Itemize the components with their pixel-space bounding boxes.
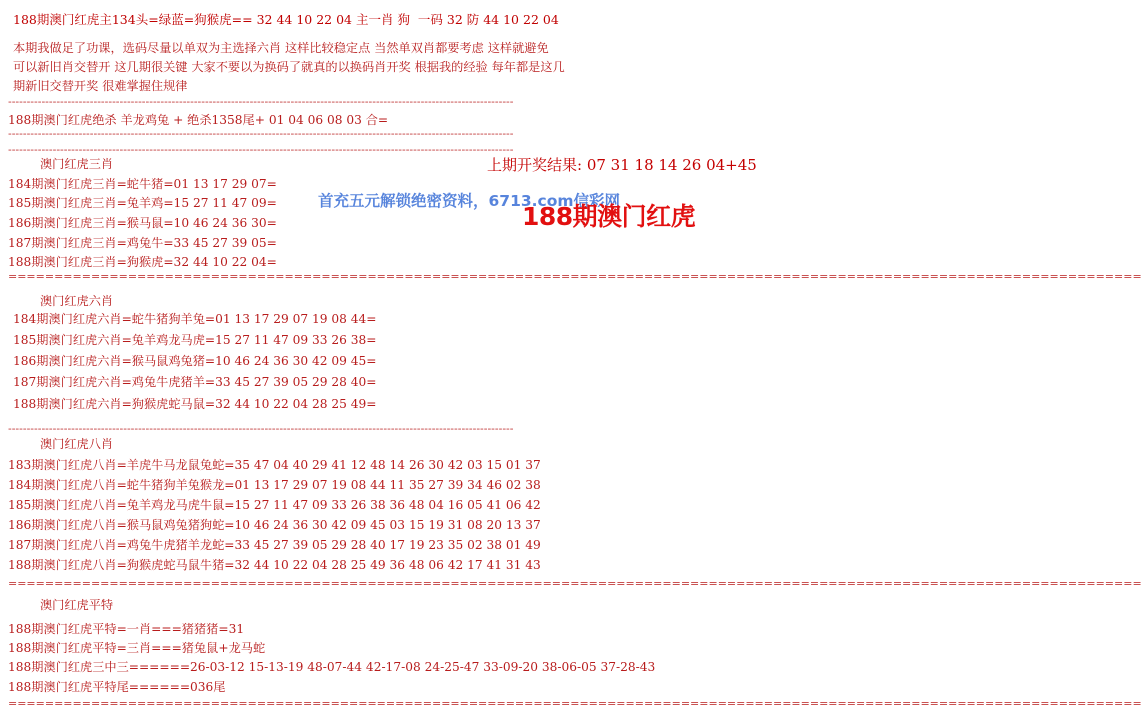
section-title-eight: 澳门红虎八肖	[40, 437, 114, 451]
list-item: 187期澳门红虎八肖=鸡兔牛虎猪羊龙蛇=33 45 27 39 05 29 28 40 17 19 23 35 02 38 01 49	[8, 538, 541, 552]
kill-line: 188期澳门红虎绝杀 羊龙鸡兔 + 绝杀1358尾+ 01 04 06 08 03 合=	[8, 113, 389, 127]
list-item: 188期澳门红虎平特=一肖===猪猪猪=31	[8, 622, 245, 636]
watermark-text: 首充五元解锁绝密资料，6713.com信彩网	[318, 192, 621, 210]
list-item: 184期澳门红虎三肖=蛇牛猪=01 13 17 29 07=	[8, 177, 277, 191]
list-item: 188期澳门红虎三中三======26-03-12 15-13-19 48-07-44 42-17-08 24-25-47 33-09-20 38-06-05 37-28-43	[8, 660, 656, 674]
list-item: 188期澳门红虎平特=三肖===猪兔鼠+龙马蛇	[8, 641, 266, 655]
last-result: 上期开奖结果: 07 31 18 14 26 04+45	[487, 156, 757, 174]
intro-paragraph-line-3: 期新旧交替开奖 很难掌握住规律	[13, 79, 188, 93]
list-item: 185期澳门红虎六肖=兔羊鸡龙马虎=15 27 11 47 09 33 26 38=	[13, 333, 377, 347]
section-title-six: 澳门红虎六肖	[40, 294, 114, 308]
section-title-special: 澳门红虎平特	[40, 598, 114, 612]
list-item: 188期澳门红虎平特尾======036尾	[8, 680, 226, 694]
list-item: 187期澳门红虎三肖=鸡兔牛=33 45 27 39 05=	[8, 236, 277, 250]
separator-dash: ----------------------------------------------------------------------------------------------------------------------------------------	[8, 422, 514, 435]
separator-dash: ----------------------------------------------------------------------------------------------------------------------------------------	[8, 143, 514, 156]
list-item: 188期澳门红虎六肖=狗猴虎蛇马鼠=32 44 10 22 04 28 25 49=	[13, 397, 377, 411]
section-title-three: 澳门红虎三肖	[40, 157, 114, 171]
separator-equal: ===========================================================================================================================	[8, 577, 1142, 590]
list-item: 183期澳门红虎八肖=羊虎牛马龙鼠兔蛇=35 47 04 40 29 41 12 48 14 26 30 42 03 15 01 37	[8, 458, 541, 472]
intro-paragraph-line-2: 可以新旧肖交替开 这几期很关键 大家不要以为换码了就真的以换码肖开奖 根据我的经验 每年都是这几	[13, 60, 565, 74]
list-item: 185期澳门红虎三肖=兔羊鸡=15 27 11 47 09=	[8, 196, 277, 210]
list-item: 188期澳门红虎三肖=狗猴虎=32 44 10 22 04=	[8, 255, 277, 269]
list-item: 184期澳门红虎八肖=蛇牛猪狗羊兔猴龙=01 13 17 29 07 19 08 44 11 35 27 39 34 46 02 38	[8, 478, 541, 492]
list-item: 187期澳门红虎六肖=鸡兔牛虎猪羊=33 45 27 39 05 29 28 40=	[13, 375, 377, 389]
list-item: 184期澳门红虎六肖=蛇牛猪狗羊兔=01 13 17 29 07 19 08 44=	[13, 312, 377, 326]
separator-equal: ===========================================================================================================================	[8, 697, 1142, 710]
separator-dash: ----------------------------------------------------------------------------------------------------------------------------------------	[8, 127, 514, 140]
list-item: 186期澳门红虎六肖=猴马鼠鸡兔猪=10 46 24 36 30 42 09 45=	[13, 354, 377, 368]
intro-paragraph-line-1: 本期我做足了功课，选码尽量以单双为主选择六肖 这样比较稳定点 当然单双肖都要考虑 这样就避免	[13, 41, 549, 55]
separator-dash: ----------------------------------------------------------------------------------------------------------------------------------------	[8, 95, 514, 108]
list-item: 185期澳门红虎八肖=兔羊鸡龙马虎牛鼠=15 27 11 47 09 33 26 38 36 48 04 16 05 41 06 42	[8, 498, 541, 512]
issue-title: 188期澳门红虎	[522, 202, 696, 231]
list-item: 188期澳门红虎八肖=狗猴虎蛇马鼠牛猪=32 44 10 22 04 28 25 49 36 48 06 42 17 41 31 43	[8, 558, 541, 572]
separator-equal: ===========================================================================================================================	[8, 270, 1142, 283]
list-item: 186期澳门红虎三肖=猴马鼠=10 46 24 36 30=	[8, 216, 277, 230]
header-line: 188期澳门红虎主134头=绿蓝=狗猴虎== 32 44 10 22 04 主一肖 狗 一码 32 防 44 10 22 04	[13, 12, 559, 27]
list-item: 186期澳门红虎八肖=猴马鼠鸡兔猪狗蛇=10 46 24 36 30 42 09 45 03 15 19 31 08 20 13 37	[8, 518, 541, 532]
